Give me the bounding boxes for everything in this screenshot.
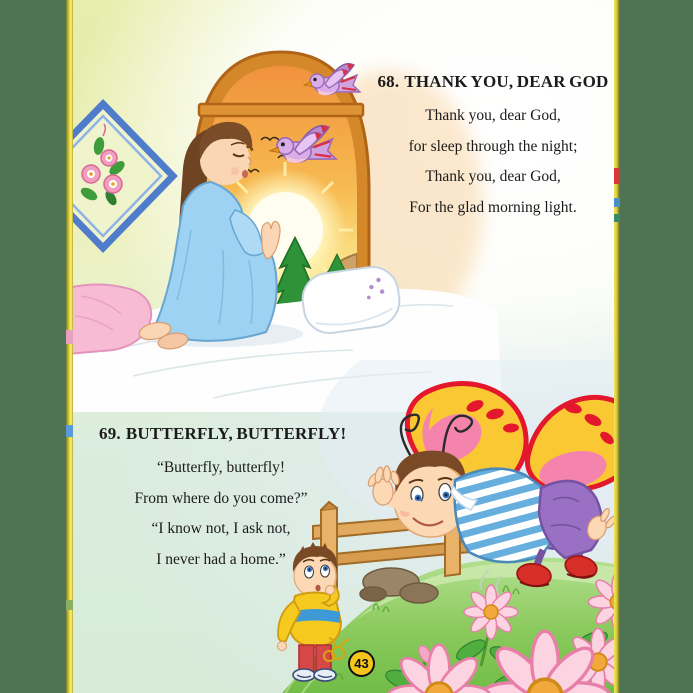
poem-69-number: 69. xyxy=(99,424,121,443)
poem-line: I never had a home.” xyxy=(156,550,286,568)
poem-69 xyxy=(99,424,347,575)
poem-68-number: 68. xyxy=(377,72,400,91)
poem-line: for sleep through the night; xyxy=(408,137,578,155)
book-page xyxy=(73,0,615,693)
picture-frame xyxy=(73,104,173,248)
poem-line: Thank you, dear God, xyxy=(425,107,561,124)
poem-69-lines xyxy=(99,453,343,575)
poem-68-lines xyxy=(371,101,615,223)
finger-on-chin xyxy=(326,586,335,595)
page-edge-left xyxy=(66,0,73,693)
poem-line: “I know not, I ask not, xyxy=(151,520,291,537)
page-number-badge: 43 xyxy=(348,650,375,677)
page-edge-right xyxy=(614,0,620,693)
poem-68-title: 68. THANK YOU, DEAR GOD xyxy=(377,72,609,91)
poem-line: “Butterfly, butterfly! xyxy=(156,459,286,476)
poem-line: Thank you, dear God, xyxy=(425,168,561,185)
poem-line: For the glad morning light. xyxy=(409,198,577,216)
poem-69-title: 69. BUTTERFLY, BUTTERFLY! xyxy=(99,424,347,443)
poem-line: From where do you come?” xyxy=(134,489,308,507)
poem-68 xyxy=(371,72,615,223)
window-crossbar xyxy=(199,104,363,116)
